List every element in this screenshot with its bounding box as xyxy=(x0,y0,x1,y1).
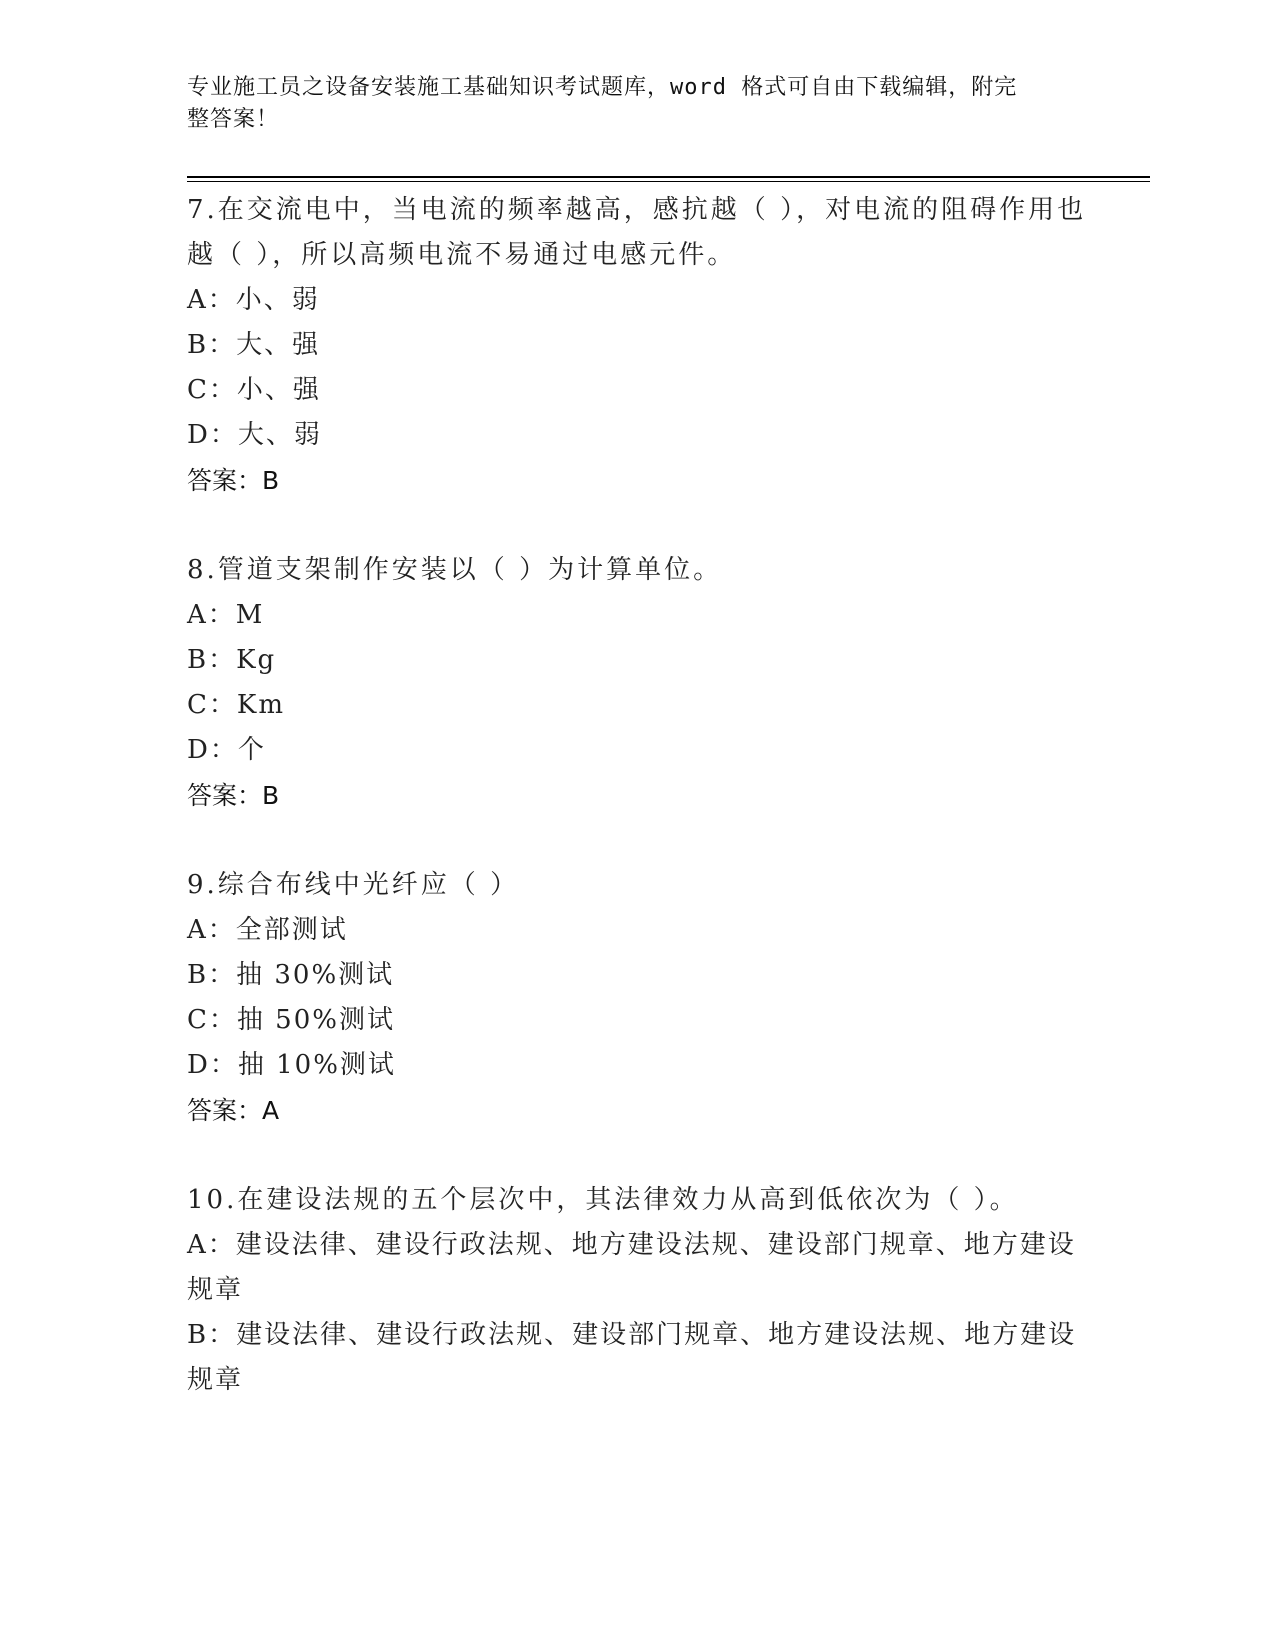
answer-line: 答案：A xyxy=(187,1096,280,1125)
option-a: A：M xyxy=(187,600,265,630)
option-c: C：小、强 xyxy=(187,375,321,405)
option-c: C：抽 50%测试 xyxy=(187,1005,395,1035)
question-stem: 8.管道支架制作安装以（ ）为计算单位。 xyxy=(187,555,723,585)
option-c: C：Km xyxy=(187,690,285,720)
option-a: A：小、弱 xyxy=(187,285,320,315)
option-d: D：大、弱 xyxy=(187,420,322,450)
header-line-2: 整答案！ xyxy=(187,107,280,132)
question-10 xyxy=(187,1178,1087,1403)
question-stem: 10.在建设法规的五个层次中，其法律效力从高到低依次为（ ）。 xyxy=(187,1185,1019,1215)
option-a: A：全部测试 xyxy=(187,915,348,945)
document-header xyxy=(187,72,1067,136)
answer-line: 答案：B xyxy=(187,466,280,495)
option-d: D：抽 10%测试 xyxy=(187,1050,396,1080)
question-9 xyxy=(187,863,1087,1133)
question-8 xyxy=(187,548,1087,818)
option-b: B：Kg xyxy=(187,645,277,675)
header-divider-thick xyxy=(187,176,1150,178)
option-b: B：抽 30%测试 xyxy=(187,960,395,990)
question-stem: 7.在交流电中，当电流的频率越高，感抗越（ ），对电流的阻碍作用也越（ ），所以高频电流不易通过电感元件。 xyxy=(187,195,1087,270)
option-d: D：个 xyxy=(187,735,266,765)
question-stem: 9.综合布线中光纤应（ ） xyxy=(187,870,520,900)
header-line-1: 专业施工员之设备安装施工基础知识考试题库，word 格式可自由下载编辑，附完 xyxy=(187,75,1018,100)
option-a: A：建设法律、建设行政法规、地方建设法规、建设部门规章、地方建设规章 xyxy=(187,1230,1076,1305)
option-b: B：建设法律、建设行政法规、建设部门规章、地方建设法规、地方建设规章 xyxy=(187,1320,1077,1395)
answer-line: 答案：B xyxy=(187,781,280,810)
question-7 xyxy=(187,188,1087,503)
header-divider-thin xyxy=(187,181,1150,182)
question-list xyxy=(187,188,1087,1403)
option-b: B：大、强 xyxy=(187,330,321,360)
